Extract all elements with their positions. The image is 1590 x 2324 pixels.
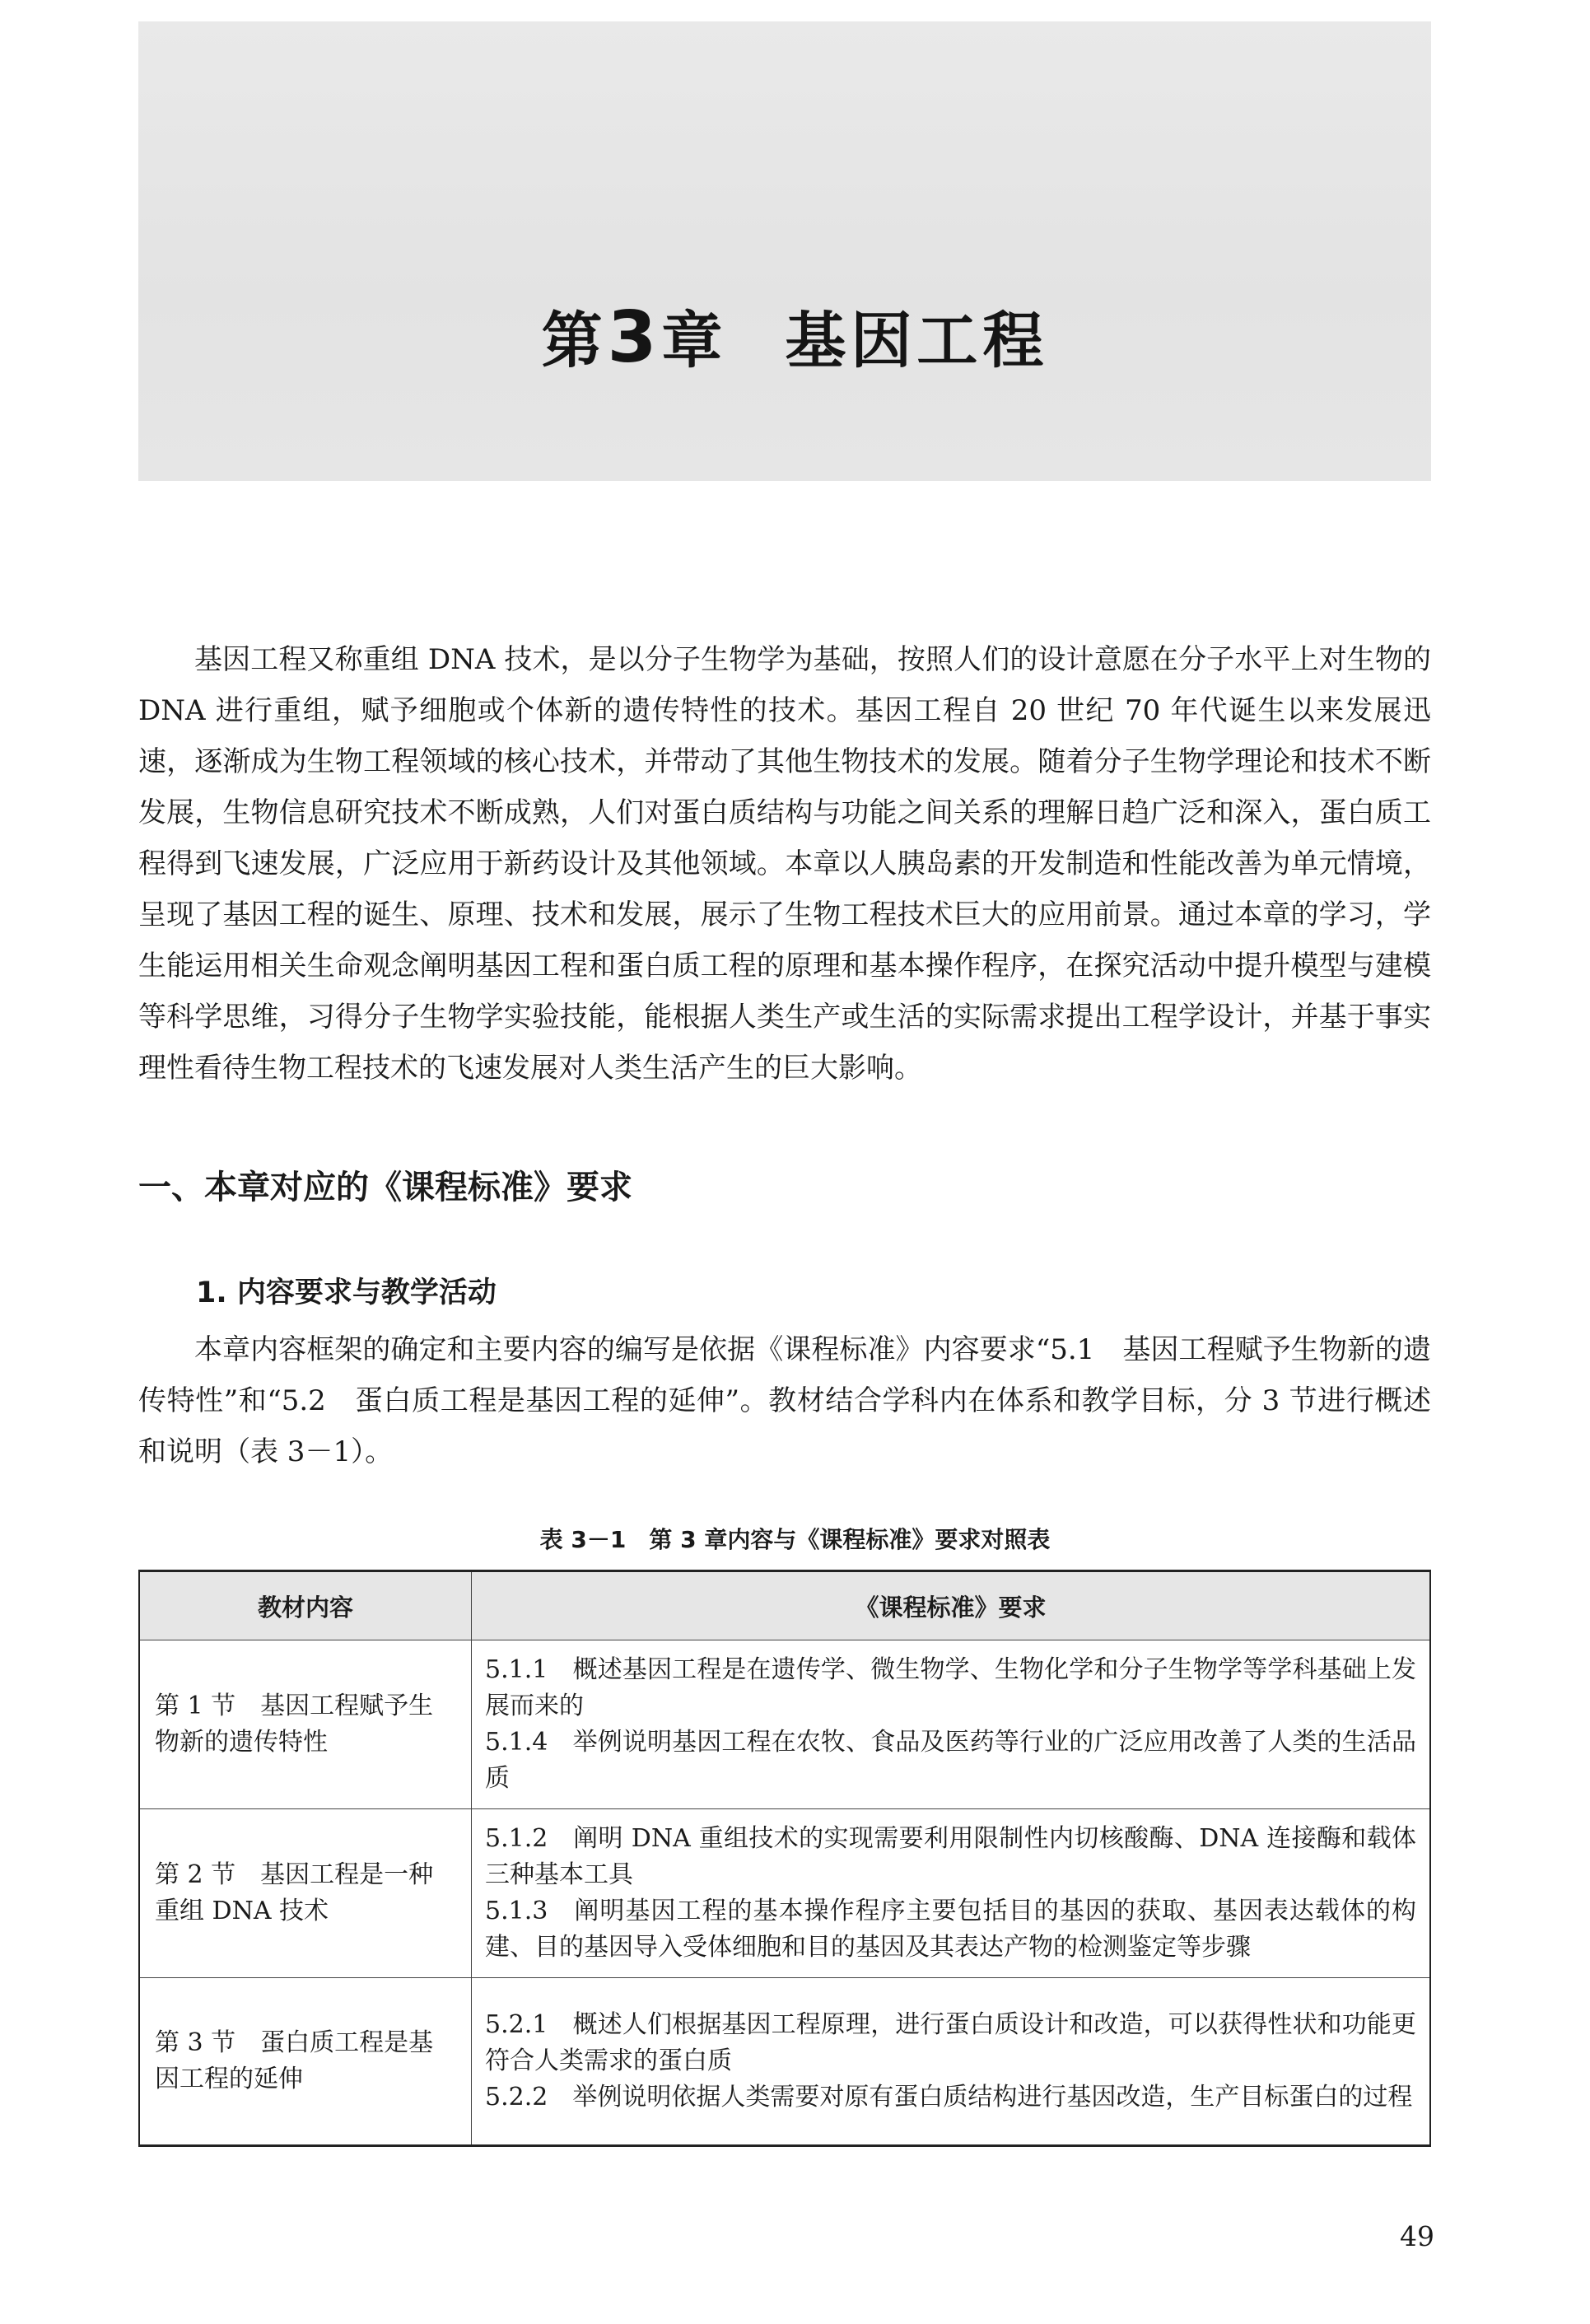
section-heading: 一、本章对应的《课程标准》要求	[138, 1169, 632, 1206]
table-row	[139, 1640, 1430, 1809]
page-number: 49	[1400, 2220, 1434, 2252]
section-paragraph: 本章内容框架的确定和主要内容的编写是依据《课程标准》内容要求“5.1 基因工程赋予生物新的遗传特性”和“5.2 蛋白质工程是基因工程的延伸”。教材结合学科内在体系和教学目标，分 3 节进行概述和说明（表 3－1）。	[138, 1333, 1431, 1468]
row-content-cell: 第 2 节 基因工程是一种重组 DNA 技术	[139, 1809, 472, 1978]
requirement-item: 5.2.2 举例说明依据人类需要对原有蛋白质结构进行基因改造，生产目标蛋白的过程	[485, 2083, 1413, 2112]
row-content-cell: 第 3 节 蛋白质工程是基因工程的延伸	[139, 1978, 472, 2146]
requirement-item: 5.1.2 阐明 DNA 重组技术的实现需要利用限制性内切核酸酶、DNA 连接酶和载体三种基本工具	[485, 1824, 1416, 1889]
chapter-title	[0, 292, 1590, 380]
table-row	[139, 1809, 1430, 1978]
chapter-banner	[138, 21, 1431, 481]
table-row	[139, 1978, 1430, 2146]
requirement-item: 5.1.1 概述基因工程是在遗传学、微生物学、生物化学和分子生物学等学科基础上发展而来的	[485, 1655, 1416, 1720]
chapter-number: 3	[607, 296, 662, 379]
row-requirements-cell	[472, 1809, 1431, 1978]
chapter-prefix: 第	[541, 306, 608, 376]
table-header-row	[139, 1571, 1430, 1640]
table-caption: 表 3－1 第 3 章内容与《课程标准》要求对照表	[539, 1526, 1051, 1553]
header-standard-requirements: 《课程标准》要求	[472, 1571, 1431, 1640]
row-content-cell: 第 1 节 基因工程赋予生物新的遗传特性	[139, 1640, 472, 1809]
chapter-name: 基因工程	[785, 306, 1049, 376]
subsection-heading: 1. 内容要求与教学活动	[196, 1276, 497, 1309]
intro-paragraph: 基因工程又称重组 DNA 技术，是以分子生物学为基础，按照人们的设计意愿在分子水平上对生物的 DNA 进行重组，赋予细胞或个体新的遗传特性的技术。基因工程自 20 世纪 70 年代诞生以来发展迅速，逐渐成为生物工程领域的核心技术，并带动了其他生物技术的发展。随着分子生物学理论和技术不断发展，生物信息研究技术不断成熟，人们对蛋白质结构与功能之间关系的理解日趋广泛和深入，蛋白质工程得到飞速发展，广泛应用于新药设计及其他领域。本章以人胰岛素的开发制造和性能改善为单元情境，呈现了基因工程的诞生、原理、技术和发展，展示了生物工程技术巨大的应用前景。通过本章的学习，学生能运用相关生命观念阐明基因工程和蛋白质工程的原理和基本操作程序，在探究活动中提升模型与建模等科学思维，习得分子生物学实验技能，能根据人类生产或生活的实际需求提出工程学设计，并基于事实理性看待生物工程技术的飞速发展对人类生活产生的巨大影响。	[138, 643, 1431, 1085]
standards-table	[138, 1570, 1431, 2147]
requirement-item: 5.1.3 阐明基因工程的基本操作程序主要包括目的基因的获取、基因表达载体的构建、目的基因导入受体细胞和目的基因及其表达产物的检测鉴定等步骤	[485, 1897, 1416, 1962]
chapter-suffix: 章	[661, 306, 728, 376]
header-textbook-content: 教材内容	[139, 1571, 472, 1640]
row-requirements-cell	[472, 1640, 1431, 1809]
requirement-item: 5.2.1 概述人们根据基因工程原理，进行蛋白质设计和改造，可以获得性状和功能更符合人类需求的蛋白质	[485, 2010, 1416, 2075]
requirement-item: 5.1.4 举例说明基因工程在农牧、食品及医药等行业的广泛应用改善了人类的生活品质	[485, 1728, 1416, 1793]
row-requirements-cell	[472, 1978, 1431, 2146]
